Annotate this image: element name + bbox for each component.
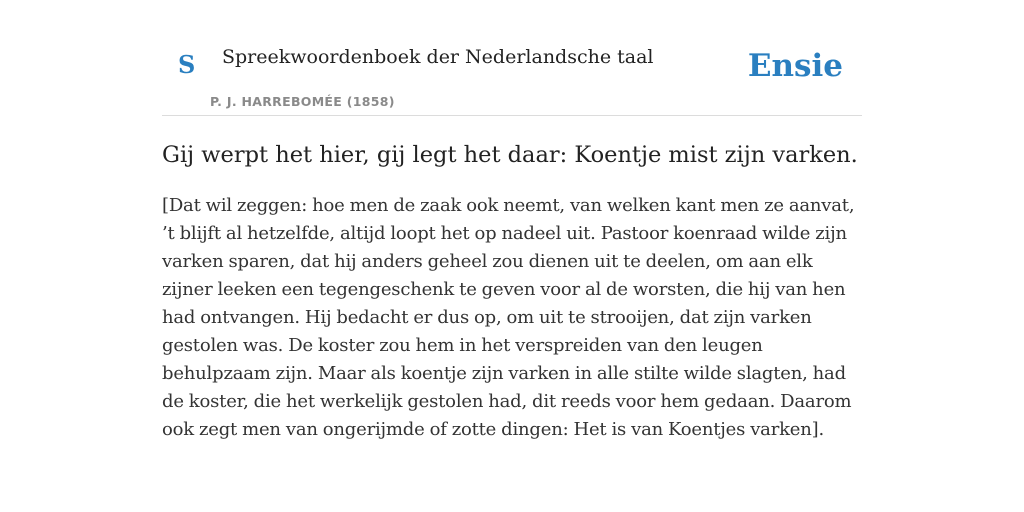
entry-body: [Dat wil zeggen: hoe men de zaak ook neemt, van welken kant men ze aanvat, ’t blijft al hetzelfde, altijd loopt het op nadeel uit. Pastoor koenraad wilde zijn varken sparen, dat hij anders geheel zou dienen uit te deelen, om aan elk zijner leeken een tegengeschenk te geven voor al de worsten, die hij van hen had ontvangen. Hij bedacht er dus op, om uit te strooijen, dat zijn varken gestolen was. De koster zou hem in het verspreiden van den leugen behulpzaam zijn. Maar als koentje zijn varken in alle stilte wilde slagten, had de koster, die het werkelijk gestolen had, dit reeds voor hem gedaan. Daarom ook zegt men van ongerijmde of zotte dingen: Het is van Koentjes varken]. xyxy=(162,195,855,440)
entry-title: Gij werpt het hier, gij legt het daar: Koentje mist zijn varken. xyxy=(162,142,858,168)
brand-logo[interactable]: Ensie xyxy=(747,48,843,84)
page xyxy=(162,0,862,444)
source-header xyxy=(162,0,862,116)
source-book-title[interactable]: Spreekwoordenboek der Nederlandsche taal xyxy=(222,46,654,68)
source-letter-badge[interactable]: S xyxy=(178,50,196,79)
source-author: P. J. HARREBOMÉE (1858) xyxy=(210,94,395,109)
